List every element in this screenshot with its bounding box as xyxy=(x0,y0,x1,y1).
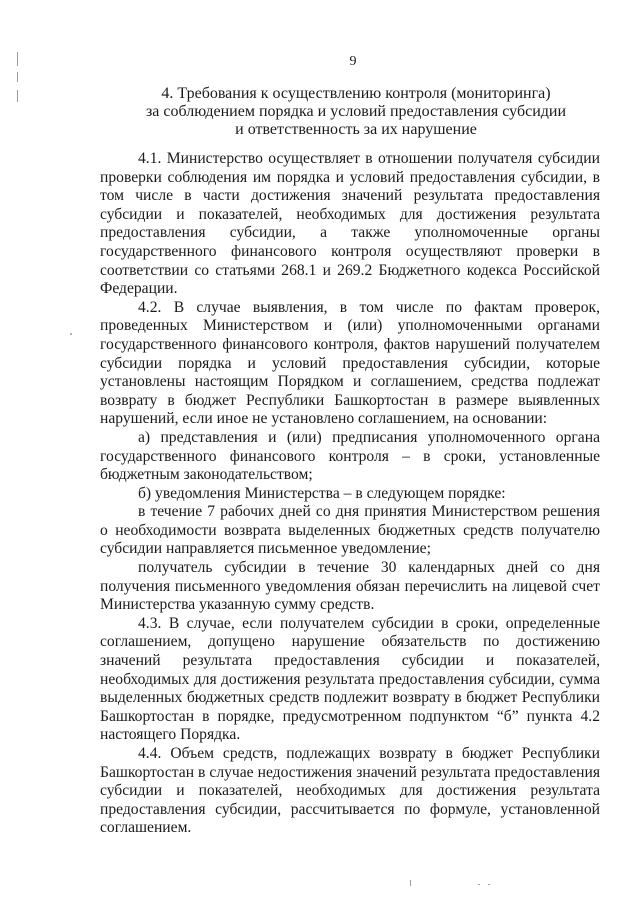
page-number: 9 xyxy=(349,54,357,69)
scan-artifact xyxy=(70,333,72,335)
paragraph-4-4: 4.4. Объем средств, подлежащих возврату в бюджет Республики Башкортостан в случае недостижения значений результата предоставления субсидии и показателей, необходимых для достижения результата предоставления субсидии, рассчитывается по формуле, установленной соглашением. xyxy=(100,745,600,837)
document-body xyxy=(100,150,600,838)
heading-line-3: и ответственность за их нарушение xyxy=(235,121,477,138)
scan-artifact xyxy=(17,72,18,82)
scan-artifact xyxy=(410,880,411,886)
scan-artifact xyxy=(17,90,18,102)
paragraph-4-2-a: а) представления и (или) предписания уполномоченного органа государственного финансового контроля – в сроки, установленные бюджетным законодательством; xyxy=(100,428,600,484)
paragraph-4-2-b: б) уведомления Министерства – в следующем порядке: xyxy=(138,484,506,502)
heading-line-2: за соблюдением порядка и условий предоставления субсидии xyxy=(145,103,567,120)
paragraph-4-3: 4.3. В случае, если получателем субсидии в сроки, определенные соглашением, допущено нарушение обязательств по достижению значений результата предоставления субсидии и показателей, необходимых для достижения результата предоставления субсидии, сумма выделенных бюджетных средств подлежит возврату в бюджет Республики Башкортостан в порядке, предусмотренном подпунктом “б” пункта 4.2 настоящего Порядка. xyxy=(100,614,600,744)
section-heading xyxy=(100,85,612,139)
paragraph-4-2: 4.2. В случае выявления, в том числе по фактам проверок, проведенных Министерством и (или) уполномоченными органами государственного финансового контроля, фактов нарушений получателем субсидии порядка и условий предоставления субсидии, которые установлены настоящим Порядком и соглашением, средства подлежат возврату в бюджет Республики Башкортостан в размере выявленных нарушений, если иное не установлено соглашением, на основании: xyxy=(100,298,600,428)
paragraph-4-2-b-2: получатель субсидии в течение 30 календарных дней со дня получения письменного уведомления обязан перечислить на лицевой счет Министерства указанную сумму средств. xyxy=(100,559,600,614)
paragraph-4-1: 4.1. Министерство осуществляет в отношении получателя субсидии проверки соблюдения им порядка и условий предоставления субсидии, в том числе в части достижения значений результата предоставления субсидии и показателей, необходимых для достижения результата предоставления субсидии, а также уполномоченные органы государственного финансового контроля осуществляют проверки в соответствии со статьями 268.1 и 269.2 Бюджетного кодекса Российской Федерации. xyxy=(100,150,600,298)
scan-artifact xyxy=(478,884,480,885)
paragraph-4-2-b-1: в течение 7 рабочих дней со дня принятия Министерством решения о необходимости возврата выделенных бюджетных средств получателю субсидии направляется письменное уведомление; xyxy=(100,503,600,558)
heading-line-1: 4. Требования к осуществлению контроля (мониторинга) xyxy=(161,85,551,102)
scan-artifact xyxy=(488,884,490,885)
scan-artifact xyxy=(17,52,18,66)
